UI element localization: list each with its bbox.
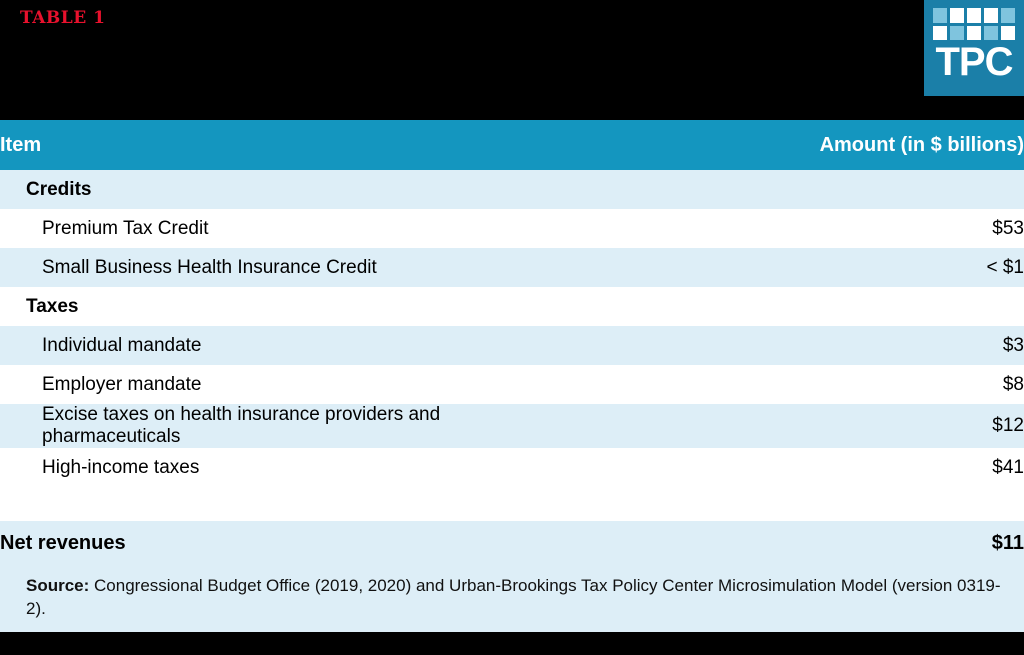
tpc-logo — [924, 0, 1024, 96]
table-row — [0, 448, 1024, 487]
cell-item: High-income taxes — [0, 448, 512, 487]
cell-amount: $12 — [512, 404, 1024, 448]
logo-cell — [1001, 26, 1015, 41]
cell-item: Net revenues — [0, 521, 512, 565]
data-table-container — [0, 120, 1024, 565]
table-row — [0, 248, 1024, 287]
table-header — [0, 120, 1024, 170]
cell-amount: $53 — [512, 209, 1024, 248]
cell-amount: $11 — [512, 521, 1024, 565]
table-row — [0, 365, 1024, 404]
cell-amount: < $1 — [512, 248, 1024, 287]
source-label: Source: — [26, 576, 90, 595]
cell-item — [0, 487, 512, 521]
cell-item: Taxes — [0, 287, 512, 326]
logo-cell — [967, 26, 981, 41]
cell-amount — [512, 287, 1024, 326]
source-text: Congressional Budget Office (2019, 2020) and Urban-Brookings Tax Policy Center Microsimulation Model (version 0319-2). — [26, 576, 1001, 618]
table-row — [0, 287, 1024, 326]
table-row — [0, 521, 1024, 565]
column-header-item: Item — [0, 120, 512, 170]
table-header-row — [0, 120, 1024, 170]
cell-amount: $3 — [512, 326, 1024, 365]
table-row — [0, 170, 1024, 209]
logo-wordmark: TPC — [935, 40, 1013, 84]
logo-cell — [933, 26, 947, 41]
table-row — [0, 487, 1024, 521]
cell-item: Premium Tax Credit — [0, 209, 512, 248]
logo-cell — [984, 26, 998, 41]
logo-cell — [950, 26, 964, 41]
top-black-band — [0, 0, 1024, 120]
logo-cell — [984, 8, 998, 23]
source-note — [0, 565, 1024, 632]
logo-grid-icon — [933, 8, 1015, 40]
logo-cell — [950, 8, 964, 23]
column-header-amount: Amount (in $ billions) — [512, 120, 1024, 170]
cell-item: Credits — [0, 170, 512, 209]
cell-amount: $8 — [512, 365, 1024, 404]
cell-amount — [512, 170, 1024, 209]
cell-amount: $41 — [512, 448, 1024, 487]
logo-cell — [933, 8, 947, 23]
cell-item: Excise taxes on health insurance providers and pharmaceuticals — [0, 404, 512, 448]
cell-item: Employer mandate — [0, 365, 512, 404]
logo-cell — [1001, 8, 1015, 23]
table-row — [0, 209, 1024, 248]
cell-item: Individual mandate — [0, 326, 512, 365]
table-row — [0, 404, 1024, 448]
table-number-label: TABLE 1 — [20, 8, 106, 28]
cell-amount — [512, 487, 1024, 521]
table-body — [0, 170, 1024, 565]
table-row — [0, 326, 1024, 365]
cell-item: Small Business Health Insurance Credit — [0, 248, 512, 287]
data-table — [0, 120, 1024, 565]
logo-cell — [967, 8, 981, 23]
